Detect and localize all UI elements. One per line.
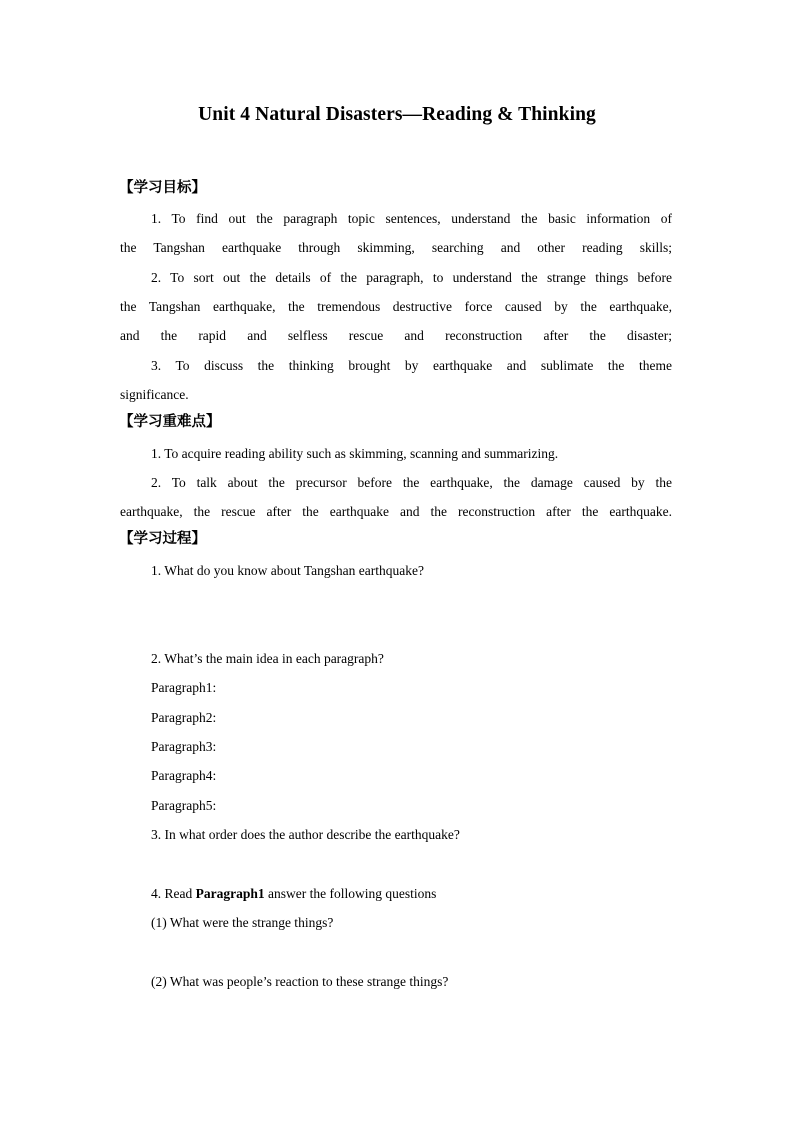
paragraph-5-label: Paragraph5: — [151, 798, 217, 813]
question-4-suffix: answer the following questions — [264, 886, 437, 901]
objective-line-2: the Tangshan earthquake through skimming, searching and other reading skills; — [120, 240, 672, 255]
paragraph-1-label: Paragraph1: — [151, 680, 217, 695]
question-4-1: (1) What were the strange things? — [151, 915, 334, 930]
objective-line-6: 3. To discuss the thinking brought by earthquake and sublimate the theme — [151, 358, 672, 373]
question-3: 3. In what order does the author describe the earthquake? — [151, 827, 460, 842]
page-title: Unit 4 Natural Disasters—Reading & Thinking — [198, 104, 596, 125]
question-4-bold: Paragraph1 — [195, 886, 265, 901]
question-1: 1. What do you know about Tangshan earthquake? — [151, 563, 424, 578]
question-4-prefix: 4. Read — [151, 886, 196, 901]
objective-line-4: the Tangshan earthquake, the tremendous destructive force caused by the earthquake, — [120, 299, 672, 314]
paragraph-2-label: Paragraph2: — [151, 710, 217, 725]
key-point-line-3: earthquake, the rescue after the earthquake and the reconstruction after the earthquake. — [120, 504, 672, 519]
paragraph-4-label: Paragraph4: — [151, 768, 217, 783]
key-point-line-2: 2. To talk about the precursor before the earthquake, the damage caused by the — [151, 475, 672, 490]
paragraph-3-label: Paragraph3: — [151, 739, 217, 754]
process-heading: 【学习过程】 — [119, 531, 206, 547]
objective-line-5: and the rapid and selfless rescue and reconstruction after the disaster; — [120, 328, 672, 343]
question-4-2: (2) What was people’s reaction to these strange things? — [151, 974, 449, 989]
question-4 — [151, 885, 436, 903]
objectives-heading: 【学习目标】 — [119, 180, 206, 196]
objective-line-7: significance. — [120, 387, 189, 402]
objective-line-3: 2. To sort out the details of the paragraph, to understand the strange things before — [151, 270, 672, 285]
objective-line-1: 1. To find out the paragraph topic sentences, understand the basic information of — [151, 211, 672, 226]
question-2: 2. What’s the main idea in each paragraph? — [151, 651, 384, 666]
key-points-heading: 【学习重难点】 — [119, 414, 221, 430]
key-point-line-1: 1. To acquire reading ability such as skimming, scanning and summarizing. — [151, 446, 559, 461]
